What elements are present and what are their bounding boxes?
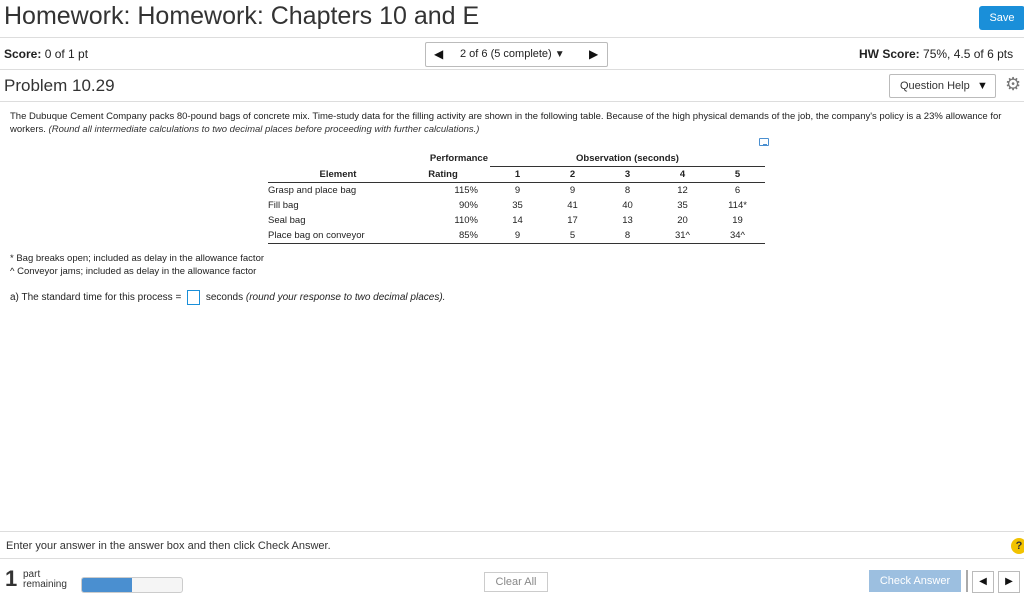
- header-obs-4: 4: [655, 167, 710, 183]
- obs-cell: 20: [677, 215, 688, 226]
- divider: [966, 570, 968, 592]
- obs-cell: 114*: [728, 200, 747, 211]
- chevron-down-icon: ▼: [977, 80, 988, 92]
- obs-cell: 6: [734, 185, 741, 196]
- prev-question-icon[interactable]: ◀: [434, 47, 444, 61]
- rating-cell: 90%: [458, 200, 478, 211]
- divider: [0, 531, 1024, 532]
- hw-score-value: 75%, 4.5 of 6 pts: [923, 47, 1014, 61]
- divider: [0, 558, 1024, 559]
- obs-cell: 5: [545, 228, 600, 244]
- rating-cell: 85%: [408, 228, 490, 244]
- score-display: [4, 47, 88, 61]
- obs-cell: 8: [624, 185, 631, 196]
- rating-cell: 115%: [454, 185, 478, 196]
- footnote-conveyor-jams: ^ Conveyor jams; included as delay in the allowance factor: [10, 266, 257, 277]
- element-cell: Place bag on conveyor: [268, 228, 408, 244]
- header-obs-1: 1: [490, 167, 545, 183]
- next-question-icon[interactable]: ▶: [589, 47, 599, 61]
- table-row: [268, 198, 765, 213]
- divider: [0, 37, 1024, 38]
- save-button[interactable]: Save: [979, 6, 1024, 30]
- obs-cell: 31^: [655, 228, 710, 244]
- obs-cell: 17: [567, 215, 578, 226]
- problem-title: Problem 10.29: [4, 76, 115, 95]
- header-obs-3: 3: [600, 167, 655, 183]
- question-unit: seconds: [205, 292, 244, 304]
- obs-cell: 9: [490, 228, 545, 244]
- obs-cell: 8: [600, 228, 655, 244]
- help-icon[interactable]: ?: [1011, 538, 1024, 554]
- header-obs-2: 2: [545, 167, 600, 183]
- question-navigator: [425, 42, 608, 67]
- table-row: [268, 183, 765, 199]
- question-a: [10, 290, 445, 305]
- footnote-bag-breaks: * Bag breaks open; included as delay in the allowance factor: [10, 253, 265, 264]
- page-title: Homework: Homework: Chapters 10 and E: [4, 2, 480, 30]
- time-study-table: [268, 151, 765, 244]
- obs-cell: 40: [622, 200, 633, 211]
- clear-all-button[interactable]: Clear All: [484, 572, 548, 592]
- question-selector[interactable]: [460, 48, 565, 60]
- divider: [0, 101, 1024, 102]
- header-blank: [268, 151, 408, 167]
- gear-icon[interactable]: ⚙: [1005, 74, 1022, 94]
- obs-cell: 34^: [710, 228, 765, 244]
- next-question-icon[interactable]: ▶: [998, 571, 1020, 593]
- prev-question-icon[interactable]: ◀: [972, 571, 994, 593]
- header-rating: Rating: [408, 167, 490, 183]
- table-row: [268, 213, 765, 228]
- instructions-text: Enter your answer in the answer box and then click Check Answer.: [6, 540, 331, 552]
- answer-input[interactable]: [187, 290, 200, 305]
- obs-cell: 35: [677, 200, 688, 211]
- divider: [0, 69, 1024, 70]
- check-answer-button[interactable]: Check Answer: [869, 570, 961, 592]
- element-cell: Fill bag: [268, 200, 299, 211]
- parts-remaining-label: part remaining: [23, 569, 67, 590]
- obs-cell: 35: [512, 200, 523, 211]
- progress-fill: [82, 578, 132, 592]
- table-row: [268, 228, 765, 244]
- header-performance: Performance: [429, 153, 488, 165]
- obs-cell: 19: [732, 215, 743, 226]
- obs-cell: 14: [512, 215, 523, 226]
- prompt-text: The Dubuque Cement Company packs 80-pound bags of concrete mix. Time-study data for the filling activity are shown in the following table. Because of the high physical demands of the job, the company's policy is a 23% allowance for workers.: [10, 111, 1002, 135]
- score-label: Score:: [4, 47, 42, 61]
- question-prefix: a) The standard time for this process =: [10, 292, 182, 304]
- question-help-label: Question Help: [900, 80, 970, 92]
- rating-cell: 110%: [454, 215, 478, 226]
- element-cell: Grasp and place bag: [268, 185, 357, 196]
- problem-prompt: [10, 111, 1018, 136]
- progress-bar: [81, 577, 183, 593]
- question-help-button[interactable]: [889, 74, 996, 98]
- obs-cell: 13: [622, 215, 633, 226]
- score-value: 0 of 1 pt: [44, 47, 89, 61]
- obs-cell: 9: [514, 185, 521, 196]
- table-footnotes: [10, 252, 264, 278]
- obs-cell: 9: [569, 185, 576, 196]
- header-element: Element: [268, 167, 408, 183]
- prompt-note: (Round all intermediate calculations to two decimal places before proceeding with further calculations.): [48, 123, 480, 135]
- copy-data-icon[interactable]: [759, 138, 769, 146]
- hw-score-display: [859, 47, 1013, 61]
- hw-score-label: HW Score:: [859, 47, 920, 61]
- question-hint: (round your response to two decimal places).: [245, 292, 446, 304]
- element-cell: Seal bag: [268, 215, 306, 226]
- parts-remaining-count: 1: [5, 566, 18, 591]
- header-obs-5: 5: [710, 167, 765, 183]
- obs-cell: 41: [567, 200, 578, 211]
- obs-cell: 12: [677, 185, 688, 196]
- chevron-down-icon: ▼: [554, 49, 565, 60]
- question-position: 2 of 6 (5 complete): [460, 48, 552, 60]
- header-observation: Observation (seconds): [490, 151, 765, 167]
